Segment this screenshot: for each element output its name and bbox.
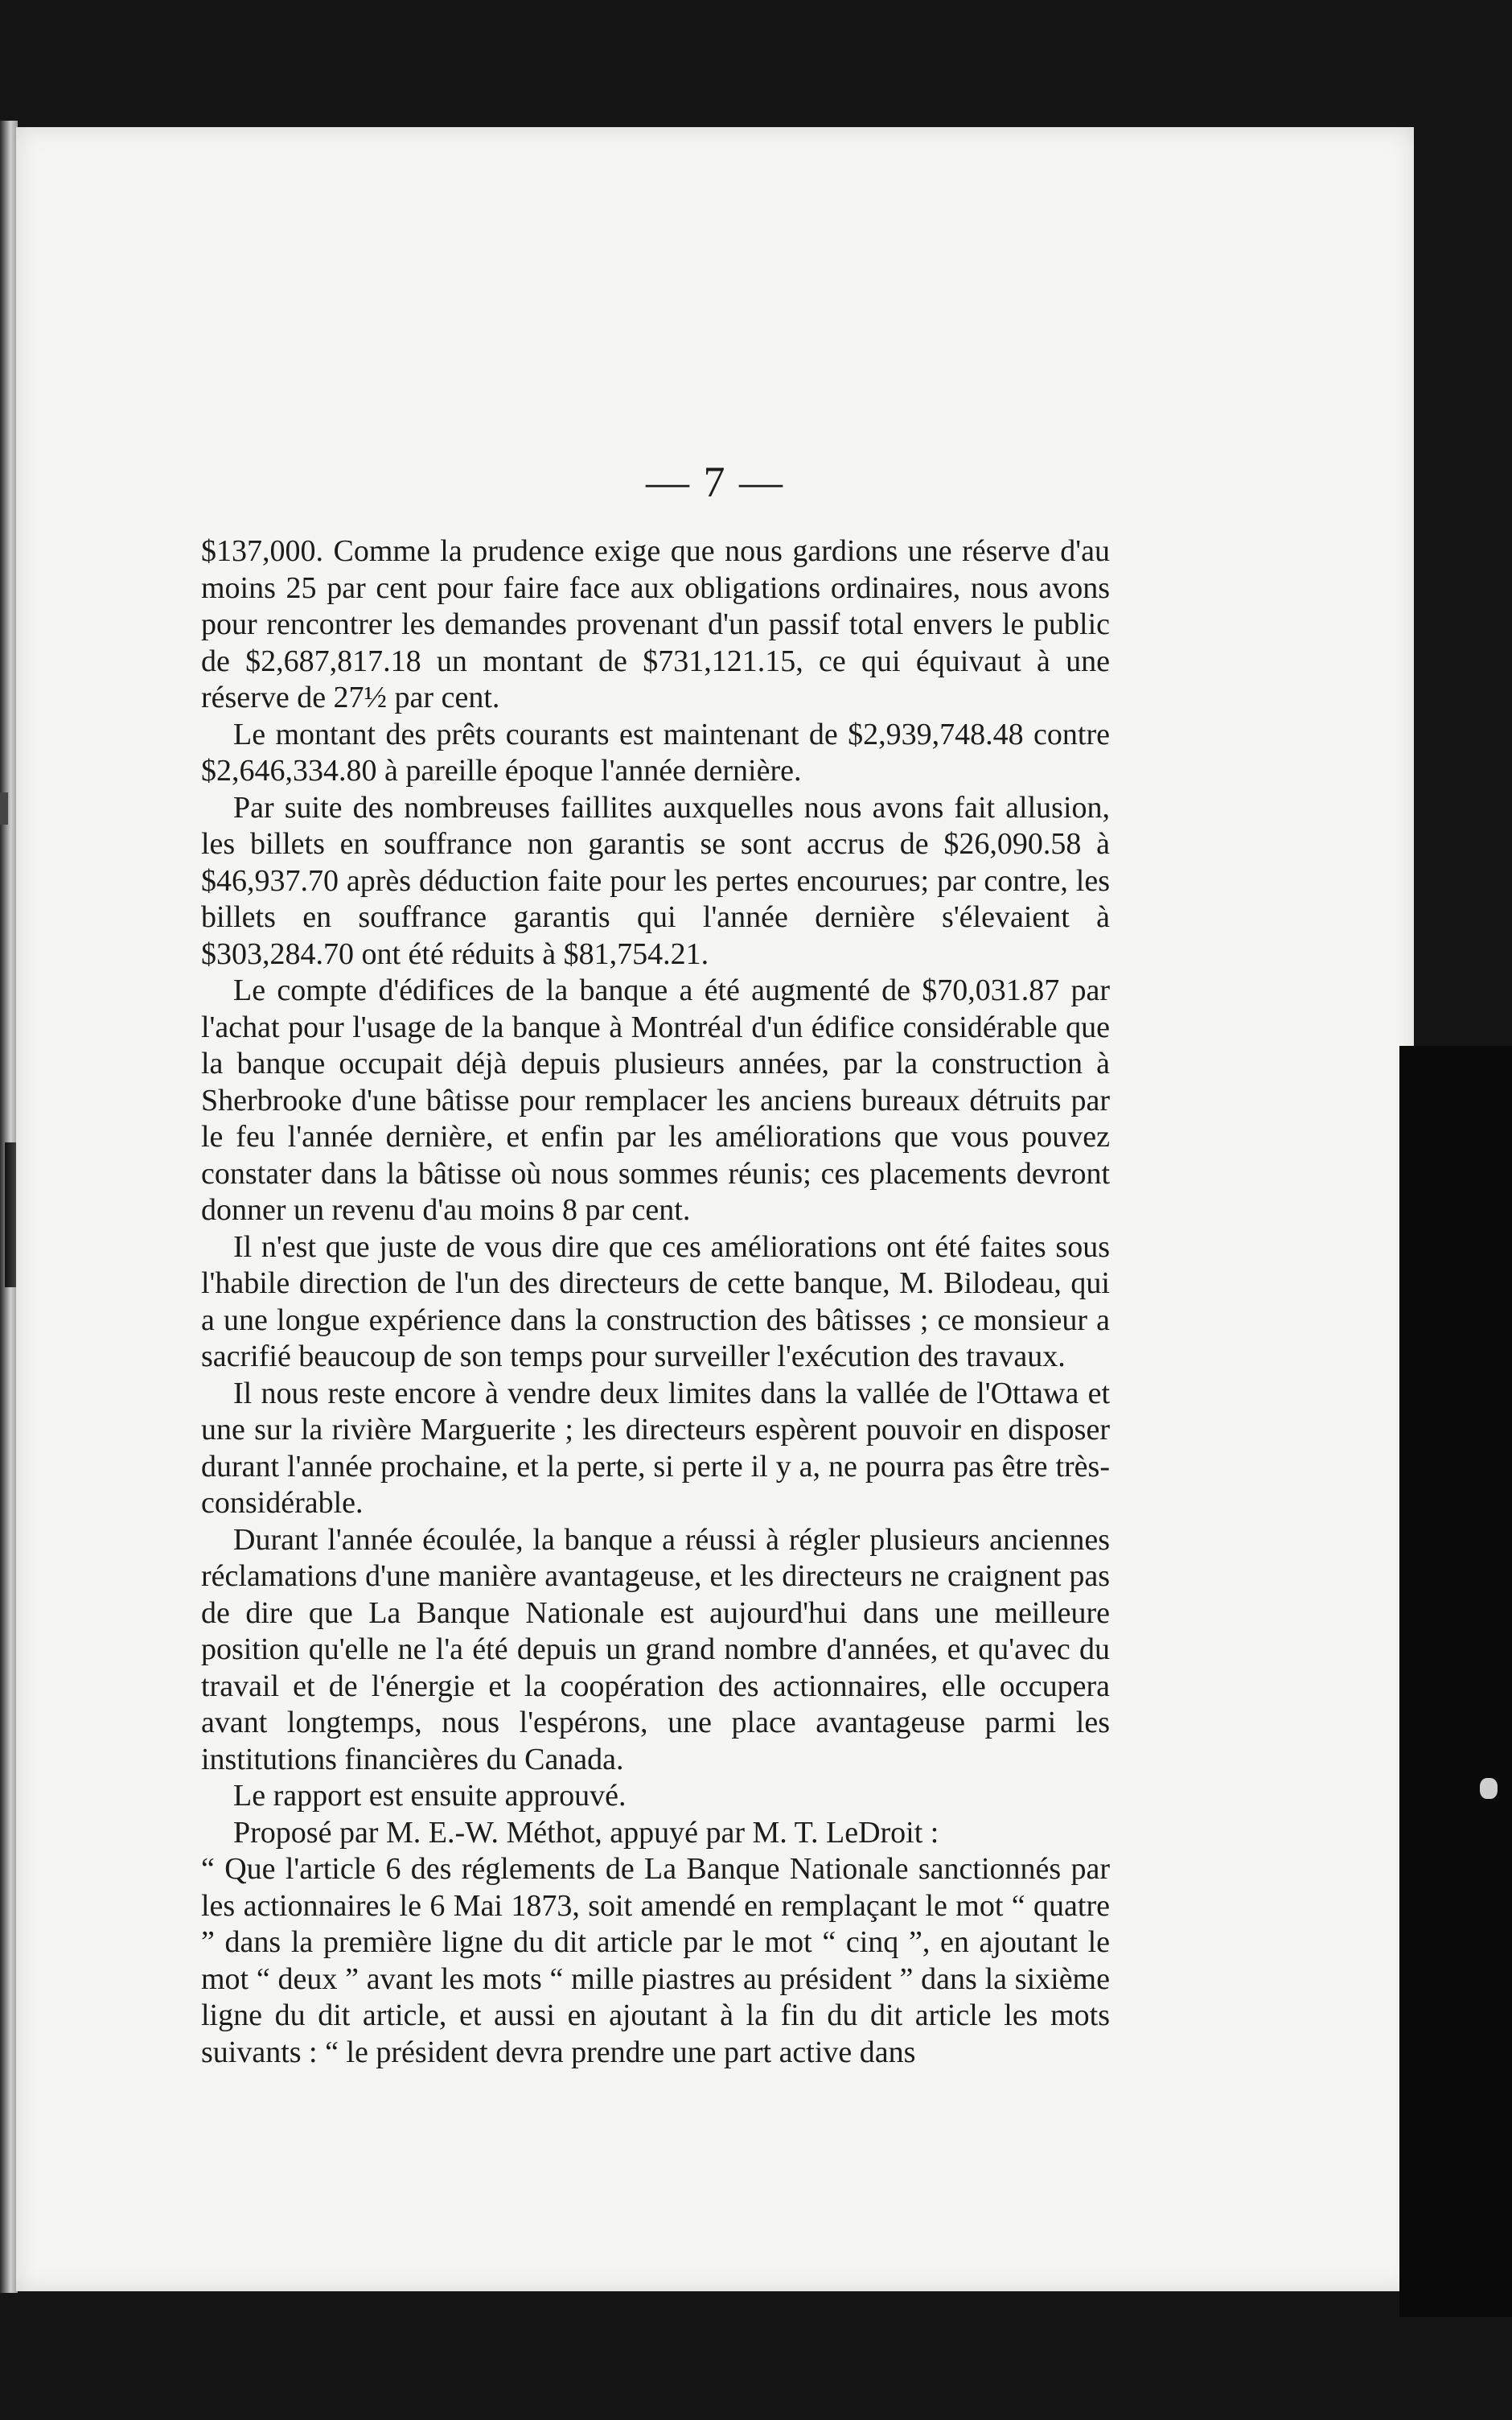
right-edge-mark [1480, 1778, 1498, 1799]
paragraph: Durant l'année écoulée, la banque a réussi à régler plusieurs anciennes réclamations d'une manière avantageuse, et les directeurs ne craignent pas de dire que La Banque Nationale est aujourd'hui dans une meilleure position qu'elle ne l'a été depuis un grand nombre d'années, et qu'avec du travail et de l'énergie et la coopération des actionnaires, elle occupera avant longtemps, nous l'espérons, une place avantageuse parmi les institutions financières du Canada. [201, 1522, 1110, 1776]
right-shadow [1399, 1046, 1512, 2317]
paragraph: “ Que l'article 6 des réglements de La Banque Nationale sanctionnés par les actionnaires le 6 Mai 1873, soit amendé en remplaçant le mot “ quatre ” dans la première ligne du dit article par le mot “ cinq ”, en ajoutant le mot “ deux ” avant les mots “ mille piastres au président ” dans la sixième ligne du dit article, et aussi en ajoutant à la fin du dit article les mots suivants : “ le président devra prendre une part active dans [201, 1852, 1110, 2069]
body-text [201, 533, 1110, 2071]
paragraph: Proposé par M. E.-W. Méthot, appuyé par M. T. LeDroit : [233, 1815, 939, 1850]
paragraph: Il n'est que juste de vous dire que ces améliorations ont été faites sous l'habile direction de l'un des directeurs de cette banque, M. Bilodeau, qui a une longue expérience dans la construction des bâtisses ; ce monsieur a sacrifié beaucoup de son temps pour surveiller l'exécution des travaux. [201, 1229, 1110, 1373]
paragraph: Par suite des nombreuses faillites auxquelles nous avons fait allusion, les billets en souffrance non garantis se sont accrus de $26,090.58 à $46,937.70 après déduction faite pour les pertes encourues; par contre, les billets en souffrance garantis qui l'année dernière s'élevaient à $303,284.70 ont été réduits à $81,754.21. [201, 790, 1110, 971]
document-page [16, 127, 1414, 2291]
paragraph: Il nous reste encore à vendre deux limites dans la vallée de l'Ottawa et une sur la rivière Marguerite ; les directeurs espèrent pouvoir en disposer durant l'année prochaine, et la perte, si perte il y a, ne pourra pas être très-considérable. [201, 1376, 1110, 1520]
paragraph: Le compte d'édifices de la banque a été augmenté de $70,031.87 par l'achat pour l'usage de la banque à Montréal d'un édifice considérable que la banque occupait déjà depuis plusieurs années, par la construction à Sherbrooke d'une bâtisse pour remplacer les anciens bureaux détruits par le feu l'année dernière, et enfin par les améliorations que vous pouvez constater dans la bâtisse où nous sommes réunis; ces placements devront donner un revenu d'au moins 8 par cent. [201, 973, 1110, 1227]
page-number: — 7 — [646, 458, 784, 506]
paragraph: Le rapport est ensuite approuvé. [233, 1779, 627, 1813]
paragraph: $137,000. Comme la prudence exige que nous gardions une réserve d'au moins 25 par cent pour faire face aux obligations ordinaires, nous avons pour rencontrer les demandes provenant d'un passif total envers le public de $2,687,817.18 un montant de $731,121.15, ce qui équivaut à une réserve de 27½ par cent. [201, 534, 1110, 714]
left-clip-mark [0, 792, 8, 825]
paragraph: Le montant des prêts courants est maintenant de $2,939,748.48 contre $2,646,334.80 à pareille époque l'année dernière. [201, 717, 1110, 788]
